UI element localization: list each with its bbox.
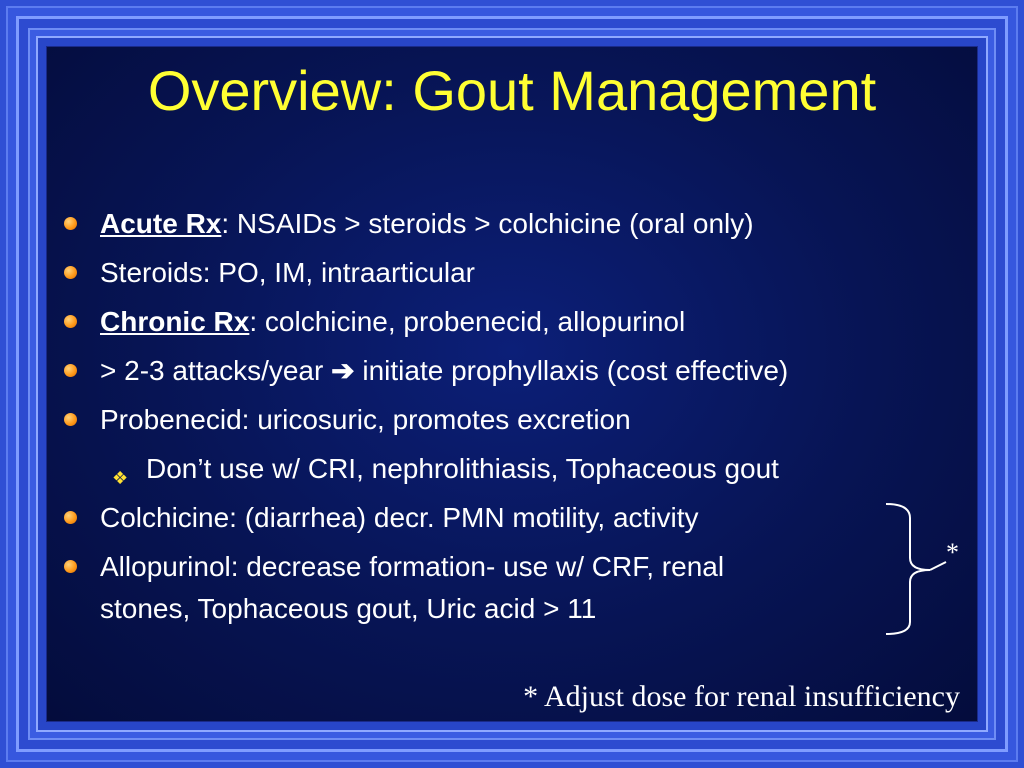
orange-circle-bullet-icon bbox=[64, 511, 77, 524]
slide-title: Overview: Gout Management bbox=[147, 59, 877, 122]
bullet-probenecid bbox=[100, 400, 631, 440]
orange-circle-bullet-icon bbox=[64, 560, 77, 573]
orange-circle-bullet-icon bbox=[64, 315, 77, 328]
right-arrow-icon: ➔ bbox=[331, 355, 355, 386]
bullet-text: Probenecid: uricosuric, promotes excretion bbox=[100, 404, 631, 435]
bullet-text-line-1: Allopurinol: decrease formation- use w/ CRF, renal bbox=[100, 551, 725, 582]
bullet-label: Chronic Rx bbox=[100, 306, 250, 337]
footnote: * Adjust dose for renal insufficiency bbox=[523, 680, 960, 713]
orange-circle-bullet-icon bbox=[64, 266, 77, 279]
bullet-text: : colchicine, probenecid, allopurinol bbox=[249, 306, 686, 337]
orange-circle-bullet-icon bbox=[64, 413, 77, 426]
diamond-bullet-icon: ❖ bbox=[112, 468, 129, 488]
bullet-acute-rx bbox=[100, 204, 754, 244]
bullet-steroids bbox=[100, 253, 475, 293]
bullet-text: initiate prophyllaxis (cost effective) bbox=[354, 355, 789, 386]
bullet-colchicine bbox=[100, 498, 699, 538]
bullet-text-line-2: stones, Tophaceous gout, Uric acid > 11 bbox=[100, 593, 597, 624]
bullet-text: > 2-3 attacks/year bbox=[100, 355, 332, 386]
orange-circle-bullet-icon bbox=[64, 217, 77, 230]
bullet-attacks-per-year bbox=[100, 351, 788, 391]
bullet-allopurinol bbox=[100, 547, 724, 587]
bullet-text: : NSAIDs > steroids > colchicine (oral only) bbox=[221, 208, 754, 239]
sub-bullet-probenecid-contraindications bbox=[112, 449, 779, 489]
sub-bullet-text: Don’t use w/ CRI, nephrolithiasis, Tophaceous gout bbox=[146, 453, 779, 484]
bullet-chronic-rx bbox=[100, 302, 685, 342]
bullet-text: Steroids: PO, IM, intraarticular bbox=[100, 257, 476, 288]
right-brace-icon bbox=[880, 500, 960, 640]
bullet-allopurinol-continued bbox=[100, 589, 596, 629]
bullet-text: Colchicine: (diarrhea) decr. PMN motility, activity bbox=[100, 502, 699, 533]
bullet-label: Acute Rx bbox=[100, 208, 222, 239]
orange-circle-bullet-icon bbox=[64, 364, 77, 377]
brace-asterisk: * bbox=[946, 538, 959, 567]
